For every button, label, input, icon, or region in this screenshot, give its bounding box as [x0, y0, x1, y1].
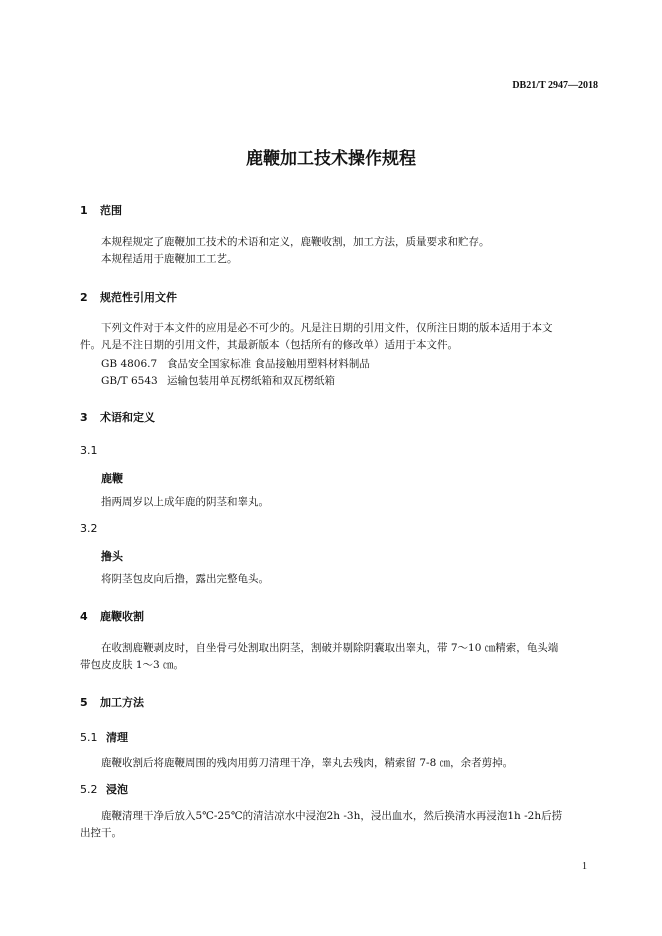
section-4-heading [80, 608, 144, 624]
reference-code: GB 4806.7 [101, 358, 158, 370]
subsection-5-1-paragraph: 鹿鞭收割后将鹿鞭周围的残肉用剪刀清理干净，睾丸去残肉，精索留 7-8 ㎝，余者剪掉。 [101, 757, 514, 769]
reference-name: 运输包装用单瓦楞纸箱和双瓦楞纸箱 [167, 375, 335, 387]
section-title: 规范性引用文件 [100, 291, 177, 304]
section-title: 加工方法 [100, 696, 144, 709]
reference-item [101, 356, 370, 371]
reference-code: GB/T 6543 [101, 375, 158, 387]
subsection-5-2-paragraph-line-2: 出控干。 [80, 827, 122, 839]
subsection-5-1-heading [80, 729, 128, 745]
section-title: 术语和定义 [100, 411, 155, 424]
reference-item [101, 373, 335, 388]
subsection-title: 清理 [106, 731, 128, 744]
term-name: 鹿鞭 [101, 472, 123, 485]
document-title: 鹿鞭加工技术操作规程 [246, 149, 416, 169]
term-name: 撸头 [101, 550, 123, 563]
section-5-heading [80, 694, 144, 710]
section-1-heading [80, 202, 122, 218]
standard-code: DB21/T 2947—2018 [512, 80, 598, 91]
section-number: 1 [80, 204, 88, 217]
section-3-heading [80, 409, 155, 425]
section-1-paragraph-2: 本规程适用于鹿鞭加工工艺。 [101, 253, 238, 265]
subsection-title: 浸泡 [106, 783, 128, 796]
subsection-number: 5.2 [80, 783, 98, 796]
term-definition: 指两周岁以上成年鹿的阴茎和睾丸。 [101, 496, 269, 508]
reference-name: 食品安全国家标准 食品接触用塑料材料制品 [167, 358, 370, 370]
section-2-paragraph-line-1: 下列文件对于本文件的应用是必不可少的。凡是注日期的引用文件，仅所注日期的版本适用于本文 [101, 322, 553, 334]
section-2-heading [80, 289, 177, 305]
section-title: 鹿鞭收割 [100, 610, 144, 623]
term-number: 3.2 [80, 522, 98, 535]
page-number: 1 [582, 861, 587, 872]
section-1-paragraph-1: 本规程规定了鹿鞭加工技术的术语和定义，鹿鞭收割，加工方法，质量要求和贮存。 [101, 236, 490, 248]
section-title: 范围 [100, 204, 122, 217]
section-4-paragraph-line-2: 带包皮皮肤 1～3 ㎝。 [80, 659, 185, 671]
subsection-5-2-paragraph-line-1: 鹿鞭清理干净后放入5℃-25℃的清洁凉水中浸泡2h -3h，浸出血水，然后换清水再浸泡1h -2h后捞 [101, 810, 563, 822]
term-definition: 将阴茎包皮向后撸，露出完整龟头。 [101, 573, 269, 585]
section-4-paragraph-line-1: 在收割鹿鞭剥皮时，自坐骨弓处割取出阴茎，割破并剔除阴囊取出睾丸，带 7～10 ㎝精索，龟头端 [101, 642, 559, 654]
section-number: 3 [80, 411, 88, 424]
section-number: 2 [80, 291, 88, 304]
subsection-number: 5.1 [80, 731, 98, 744]
section-2-paragraph-line-2: 件。凡是不注日期的引用文件，其最新版本（包括所有的修改单）适用于本文件。 [80, 339, 458, 351]
section-number: 4 [80, 610, 88, 623]
section-number: 5 [80, 696, 88, 709]
subsection-5-2-heading [80, 781, 128, 797]
term-number: 3.1 [80, 444, 98, 457]
